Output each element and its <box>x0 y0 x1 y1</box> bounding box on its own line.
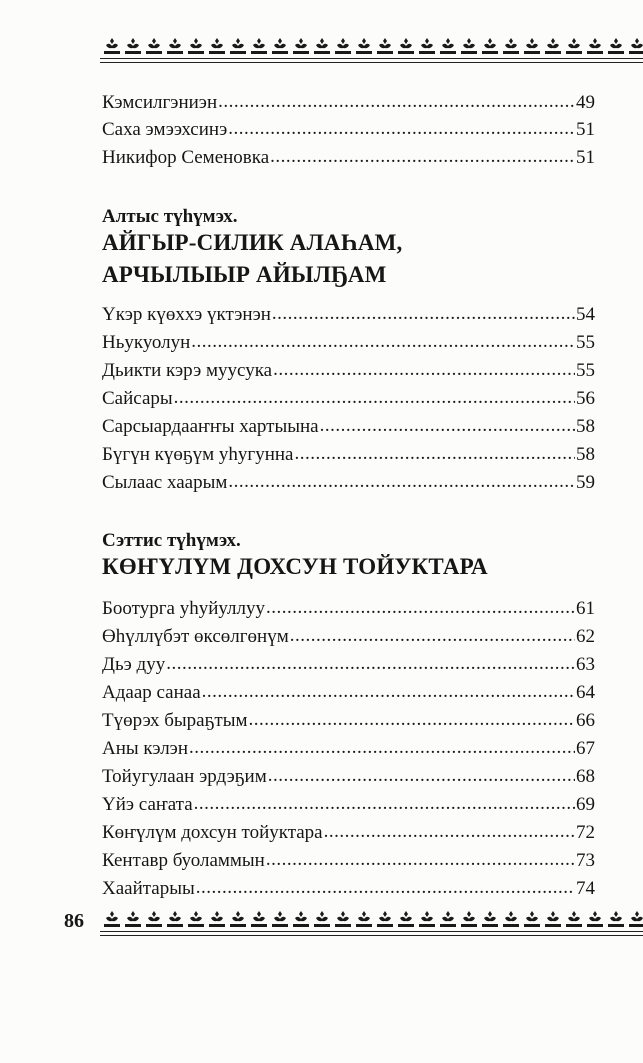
dot-leader <box>196 875 575 901</box>
ornament-motif <box>167 38 183 54</box>
toc-entry-title: Түөрэх быраҕтым <box>102 710 248 731</box>
ornament-motif <box>104 911 120 927</box>
toc-entry-page: 64 <box>576 682 595 703</box>
ornament-motif <box>629 38 643 54</box>
ornament-motif <box>314 911 330 927</box>
ornament-motif <box>440 911 456 927</box>
ornament-motif <box>209 38 225 54</box>
bottom-rule <box>100 931 643 932</box>
dot-leader <box>294 441 575 467</box>
toc-entry <box>102 596 595 622</box>
toc-entry-page: 61 <box>576 598 595 619</box>
dot-leader <box>266 847 575 873</box>
toc-entry-title: Боотурга уһуйуллуу <box>102 598 265 619</box>
ornament-motif <box>503 911 519 927</box>
toc-entry <box>102 442 595 468</box>
toc-entry-page: 69 <box>576 794 595 815</box>
toc-entry <box>102 117 595 143</box>
ornament-motif <box>188 911 204 927</box>
ornament-motif <box>146 38 162 54</box>
ornament-motif <box>377 911 393 927</box>
ornament-motif <box>482 38 498 54</box>
ornament-motif <box>146 911 162 927</box>
section-label: Сэттис түһүмэх. <box>102 530 241 551</box>
toc-entry-title: Хаайтарыы <box>102 878 195 899</box>
toc-entry <box>102 386 595 412</box>
toc-entry-title: Адаар санаа <box>102 682 201 703</box>
section-label: Алтыс түһүмэх. <box>102 206 238 227</box>
toc-entry-title: Никифор Семеновка <box>102 147 270 168</box>
ornament-motif <box>230 911 246 927</box>
ornament-motif <box>461 911 477 927</box>
dot-leader <box>194 791 575 817</box>
toc-entry <box>102 708 595 734</box>
dot-leader <box>174 385 575 411</box>
ornament-motif <box>188 38 204 54</box>
ornament-motif <box>125 38 141 54</box>
toc-entry-title: Көҥүлүм дохсун тойуктара <box>102 822 323 843</box>
dot-leader <box>166 651 575 677</box>
page-number: 86 <box>64 910 84 932</box>
ornament-motif <box>356 38 372 54</box>
toc-entry-page: 67 <box>576 738 595 759</box>
ornament-motif <box>230 38 246 54</box>
ornament-motif <box>524 38 540 54</box>
section-title: АРЧЫЛЫЫР АЙЫЛҔАМ <box>102 262 387 287</box>
dot-leader <box>324 819 575 845</box>
ornament-motif <box>314 38 330 54</box>
toc-entry-title: Кэмсилгэниэн <box>102 92 218 113</box>
toc-entry-title: Дьикти кэрэ муусука <box>102 360 273 381</box>
dot-leader <box>189 735 575 761</box>
toc-entry <box>102 876 595 902</box>
dot-leader <box>191 329 575 355</box>
toc-entry-page: 68 <box>576 766 595 787</box>
toc-entry-page: 74 <box>576 878 595 899</box>
toc-entry-title: Бүгүн күөҕүм уһугунна <box>102 444 294 465</box>
toc-entry <box>102 358 595 384</box>
ornament-motif <box>293 38 309 54</box>
toc-entry <box>102 414 595 440</box>
dot-leader <box>228 116 575 142</box>
dot-leader <box>228 469 575 495</box>
ornament-motif <box>566 38 582 54</box>
toc-entry-title: Үкэр күөххэ үктэнэн <box>102 304 271 325</box>
toc-entry-page: 58 <box>576 444 595 465</box>
toc-entry <box>102 820 595 846</box>
dot-leader <box>218 89 575 115</box>
toc-entry-title: Ньукуолун <box>102 332 191 353</box>
dot-leader <box>272 301 575 327</box>
ornament-motif <box>293 911 309 927</box>
toc-entry-page: 55 <box>576 332 595 353</box>
toc-entry-page: 73 <box>576 850 595 871</box>
toc-entry <box>102 90 595 116</box>
dot-leader <box>273 357 575 383</box>
ornament-motif <box>566 911 582 927</box>
toc-entry-page: 63 <box>576 654 595 675</box>
toc-entry <box>102 764 595 790</box>
toc-entry-title: Тойугулаан эрдэҕим <box>102 766 267 787</box>
ornament-motif <box>356 911 372 927</box>
section-title: КӨҤҮЛҮМ ДОХСУН ТОЙУКТАРА <box>102 554 488 579</box>
toc-entry-title: Үйэ саҥата <box>102 794 193 815</box>
ornament-motif <box>398 911 414 927</box>
toc-entry-title: Аны кэлэн <box>102 738 189 759</box>
toc-entry <box>102 792 595 818</box>
dot-leader <box>290 623 575 649</box>
ornament-motif <box>461 38 477 54</box>
ornament-motif <box>335 911 351 927</box>
toc-entry-page: 56 <box>576 388 595 409</box>
toc-entry-title: Өһүллүбэт өксөлгөнүм <box>102 626 289 647</box>
ornament-motif <box>272 38 288 54</box>
ornament-motif <box>608 911 624 927</box>
top-rule <box>100 58 643 59</box>
toc-entry <box>102 736 595 762</box>
dot-leader <box>266 595 575 621</box>
ornament-motif <box>167 911 183 927</box>
ornament-motif <box>251 38 267 54</box>
ornament-motif <box>251 911 267 927</box>
toc-entry-title: Кентавр буоламмын <box>102 850 265 871</box>
ornament-motif <box>482 911 498 927</box>
toc-entry-page: 72 <box>576 822 595 843</box>
ornament-motif <box>125 911 141 927</box>
toc-entry-page: 59 <box>576 472 595 493</box>
toc-entry <box>102 330 595 356</box>
ornament-motif <box>503 38 519 54</box>
ornament-motif <box>587 911 603 927</box>
ornament-motif <box>272 911 288 927</box>
toc-entry <box>102 624 595 650</box>
toc-entry <box>102 302 595 328</box>
toc-entry <box>102 145 595 171</box>
bottom-rule <box>100 935 643 936</box>
ornament-motif <box>209 911 225 927</box>
ornament-motif <box>377 38 393 54</box>
dot-leader <box>320 413 575 439</box>
toc-entry-title: Сарсыардааҥҥы хартыына <box>102 416 319 437</box>
toc-entry-title: Дьэ дуу <box>102 654 166 675</box>
ornament-motif <box>545 38 561 54</box>
dot-leader <box>202 679 575 705</box>
toc-entry-page: 58 <box>576 416 595 437</box>
toc-entry-title: Саха эмээхсинэ <box>102 119 228 140</box>
ornament-motif <box>335 38 351 54</box>
ornament-motif <box>419 38 435 54</box>
toc-entry-page: 51 <box>576 147 595 168</box>
ornament-motif <box>440 38 456 54</box>
ornament-motif <box>608 38 624 54</box>
section-title: АЙГЫР-СИЛИК АЛАҺАМ, <box>102 230 403 255</box>
toc-entry-page: 55 <box>576 360 595 381</box>
toc-entry <box>102 470 595 496</box>
dot-leader <box>270 144 575 170</box>
toc-entry <box>102 848 595 874</box>
toc-entry-page: 51 <box>576 119 595 140</box>
dot-leader <box>249 707 576 733</box>
ornament-motif <box>398 38 414 54</box>
toc-entry <box>102 652 595 678</box>
toc-entry-page: 49 <box>576 92 595 113</box>
toc-entry-page: 66 <box>576 710 595 731</box>
dot-leader <box>268 763 575 789</box>
ornament-motif <box>104 38 120 54</box>
toc-entry-title: Сылаас хаарым <box>102 472 228 493</box>
ornament-motif <box>629 911 643 927</box>
toc-entry <box>102 680 595 706</box>
ornament-motif <box>419 911 435 927</box>
toc-entry-page: 62 <box>576 626 595 647</box>
top-rule <box>100 62 643 63</box>
ornament-motif <box>587 38 603 54</box>
ornament-motif <box>545 911 561 927</box>
toc-entry-title: Сайсары <box>102 388 173 409</box>
toc-entry-page: 54 <box>576 304 595 325</box>
ornament-motif <box>524 911 540 927</box>
